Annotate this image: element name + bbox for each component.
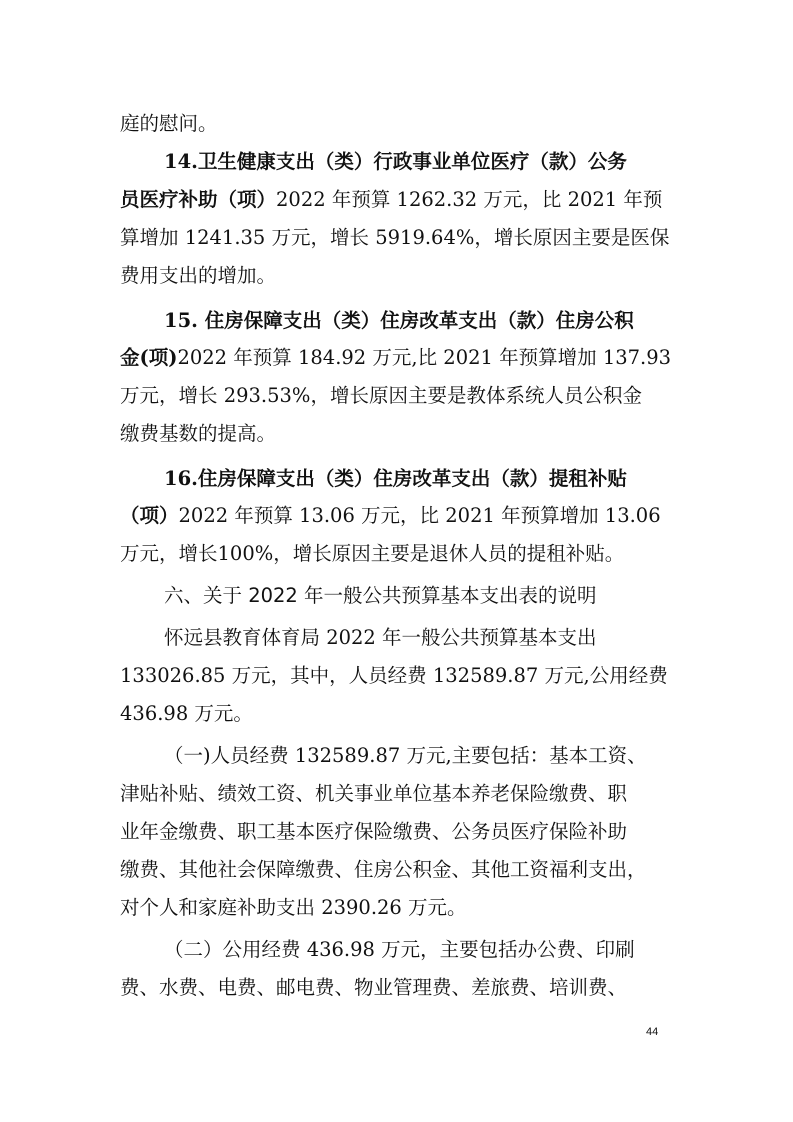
item-14-text: 2022 年预算 1262.32 万元，比 2021 年预: [276, 188, 663, 211]
item-16-heading-cont: （项）: [120, 504, 179, 527]
item-15-line-2: [120, 342, 672, 374]
item-16-line-3: 万元，增长100%，增长原因主要是退休人员的提租补贴。: [120, 542, 625, 565]
section-6-p3-line-1: （二）公用经费 436.98 万元，主要包括办公费、印刷: [164, 938, 635, 961]
item-15-heading-cont: 金(项): [120, 346, 178, 369]
item-15-line-4: 缴费基数的提高。: [120, 422, 277, 445]
section-6-p2-line-5: 对个人和家庭补助支出 2390.26 万元。: [120, 896, 467, 919]
item-14-line-2: [120, 184, 672, 216]
section-6-p2-line-4: 缴费、其他社会保障缴费、住房公积金、其他工资福利支出，: [120, 858, 647, 881]
item-14-heading: 14.卫生健康支出（类）行政事业单位医疗（款）公务: [164, 150, 627, 173]
section-6-p2-line-1: （一)人员经费 132589.87 万元,主要包括：基本工资、: [164, 744, 647, 767]
section-6-p3-line-2: 费、水费、电费、邮电费、物业管理费、差旅费、培训费、: [120, 976, 628, 999]
section-6-p1-line-1: 怀远县教育体育局 2022 年一般公共预算基本支出: [164, 626, 597, 649]
text-line: 庭的慰问。: [120, 112, 218, 135]
section-6-p2-line-3: 业年金缴费、职工基本医疗保险缴费、公务员医疗保险补助: [120, 820, 628, 843]
item-14-heading-cont: 员医疗补助（项）: [120, 188, 277, 211]
item-14-line-3: 算增加 1241.35 万元，增长 5919.64%，增长原因主要是医保: [120, 226, 670, 249]
section-6-p1-line-3: 436.98 万元。: [120, 702, 253, 725]
section-6-p2-line-2: 津贴补贴、绩效工资、机关事业单位基本养老保险缴费、职: [120, 782, 628, 805]
section-6-p1-line-2: 133026.85 万元，其中，人员经费 132589.87 万元,公用经费: [120, 664, 668, 687]
item-16-text: 2022 年预算 13.06 万元，比 2021 年预算增加 13.06: [178, 504, 661, 527]
item-15-line-3: 万元，增长 293.53%，增长原因主要是教体系统人员公积金: [120, 384, 642, 407]
item-15-heading: 15. 住房保障支出（类）住房改革支出（款）住房公积: [164, 309, 634, 332]
item-15-text: 2022 年预算 184.92 万元,比 2021 年预算增加 137.93: [177, 346, 672, 369]
item-16-heading: 16.住房保障支出（类）住房改革支出（款）提租补贴: [164, 467, 627, 490]
item-14-line-4: 费用支出的增加。: [120, 264, 277, 287]
item-16-line-2: [120, 500, 672, 532]
page-number: 44: [646, 1026, 659, 1038]
section-6-heading: 六、关于 2022 年一般公共预算基本支出表的说明: [164, 584, 597, 607]
